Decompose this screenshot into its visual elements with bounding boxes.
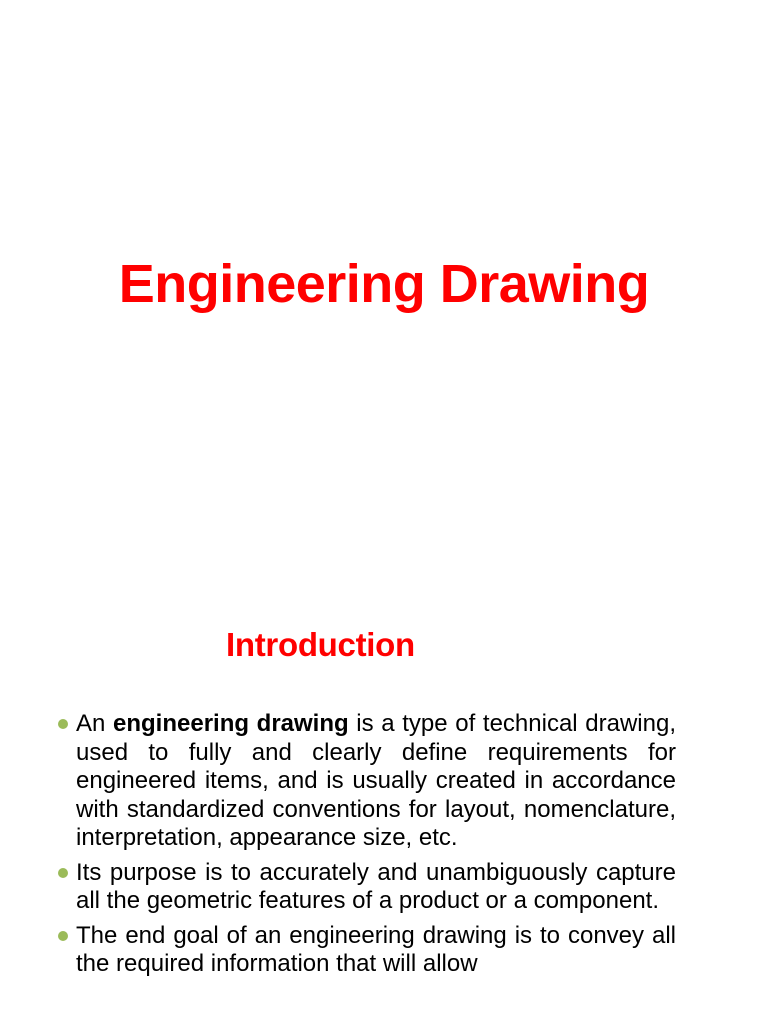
bullet-lead-text: An [76, 710, 113, 737]
content-slide [0, 575, 768, 1024]
bullet-text: The end goal of an engineering drawing is to convey all the required information that will allow [76, 921, 676, 977]
bullet-item-definition [58, 710, 676, 853]
bullet-item-goal [58, 922, 676, 979]
bullet-dot-icon [58, 719, 68, 729]
section-heading: Introduction [226, 626, 415, 663]
bullet-text: Its purpose is to accurately and unambiguously capture all the geometric features of a product or a component. [76, 858, 676, 914]
bullet-dot-icon [58, 868, 68, 878]
bullet-rest-text: is a type of technical drawing, used to fully and clearly define requirements for engineered items, and is usually created in accordance with standardized conventions for layout, nomenclature, interpretation, appearance size, etc. [76, 710, 676, 851]
bullet-text [76, 710, 676, 851]
bullet-list [58, 710, 676, 985]
page-title: Engineering Drawing [118, 254, 650, 314]
bullet-dot-icon [58, 931, 68, 941]
bullet-bold-term: engineering drawing [113, 710, 349, 737]
bullet-item-purpose [58, 859, 676, 916]
